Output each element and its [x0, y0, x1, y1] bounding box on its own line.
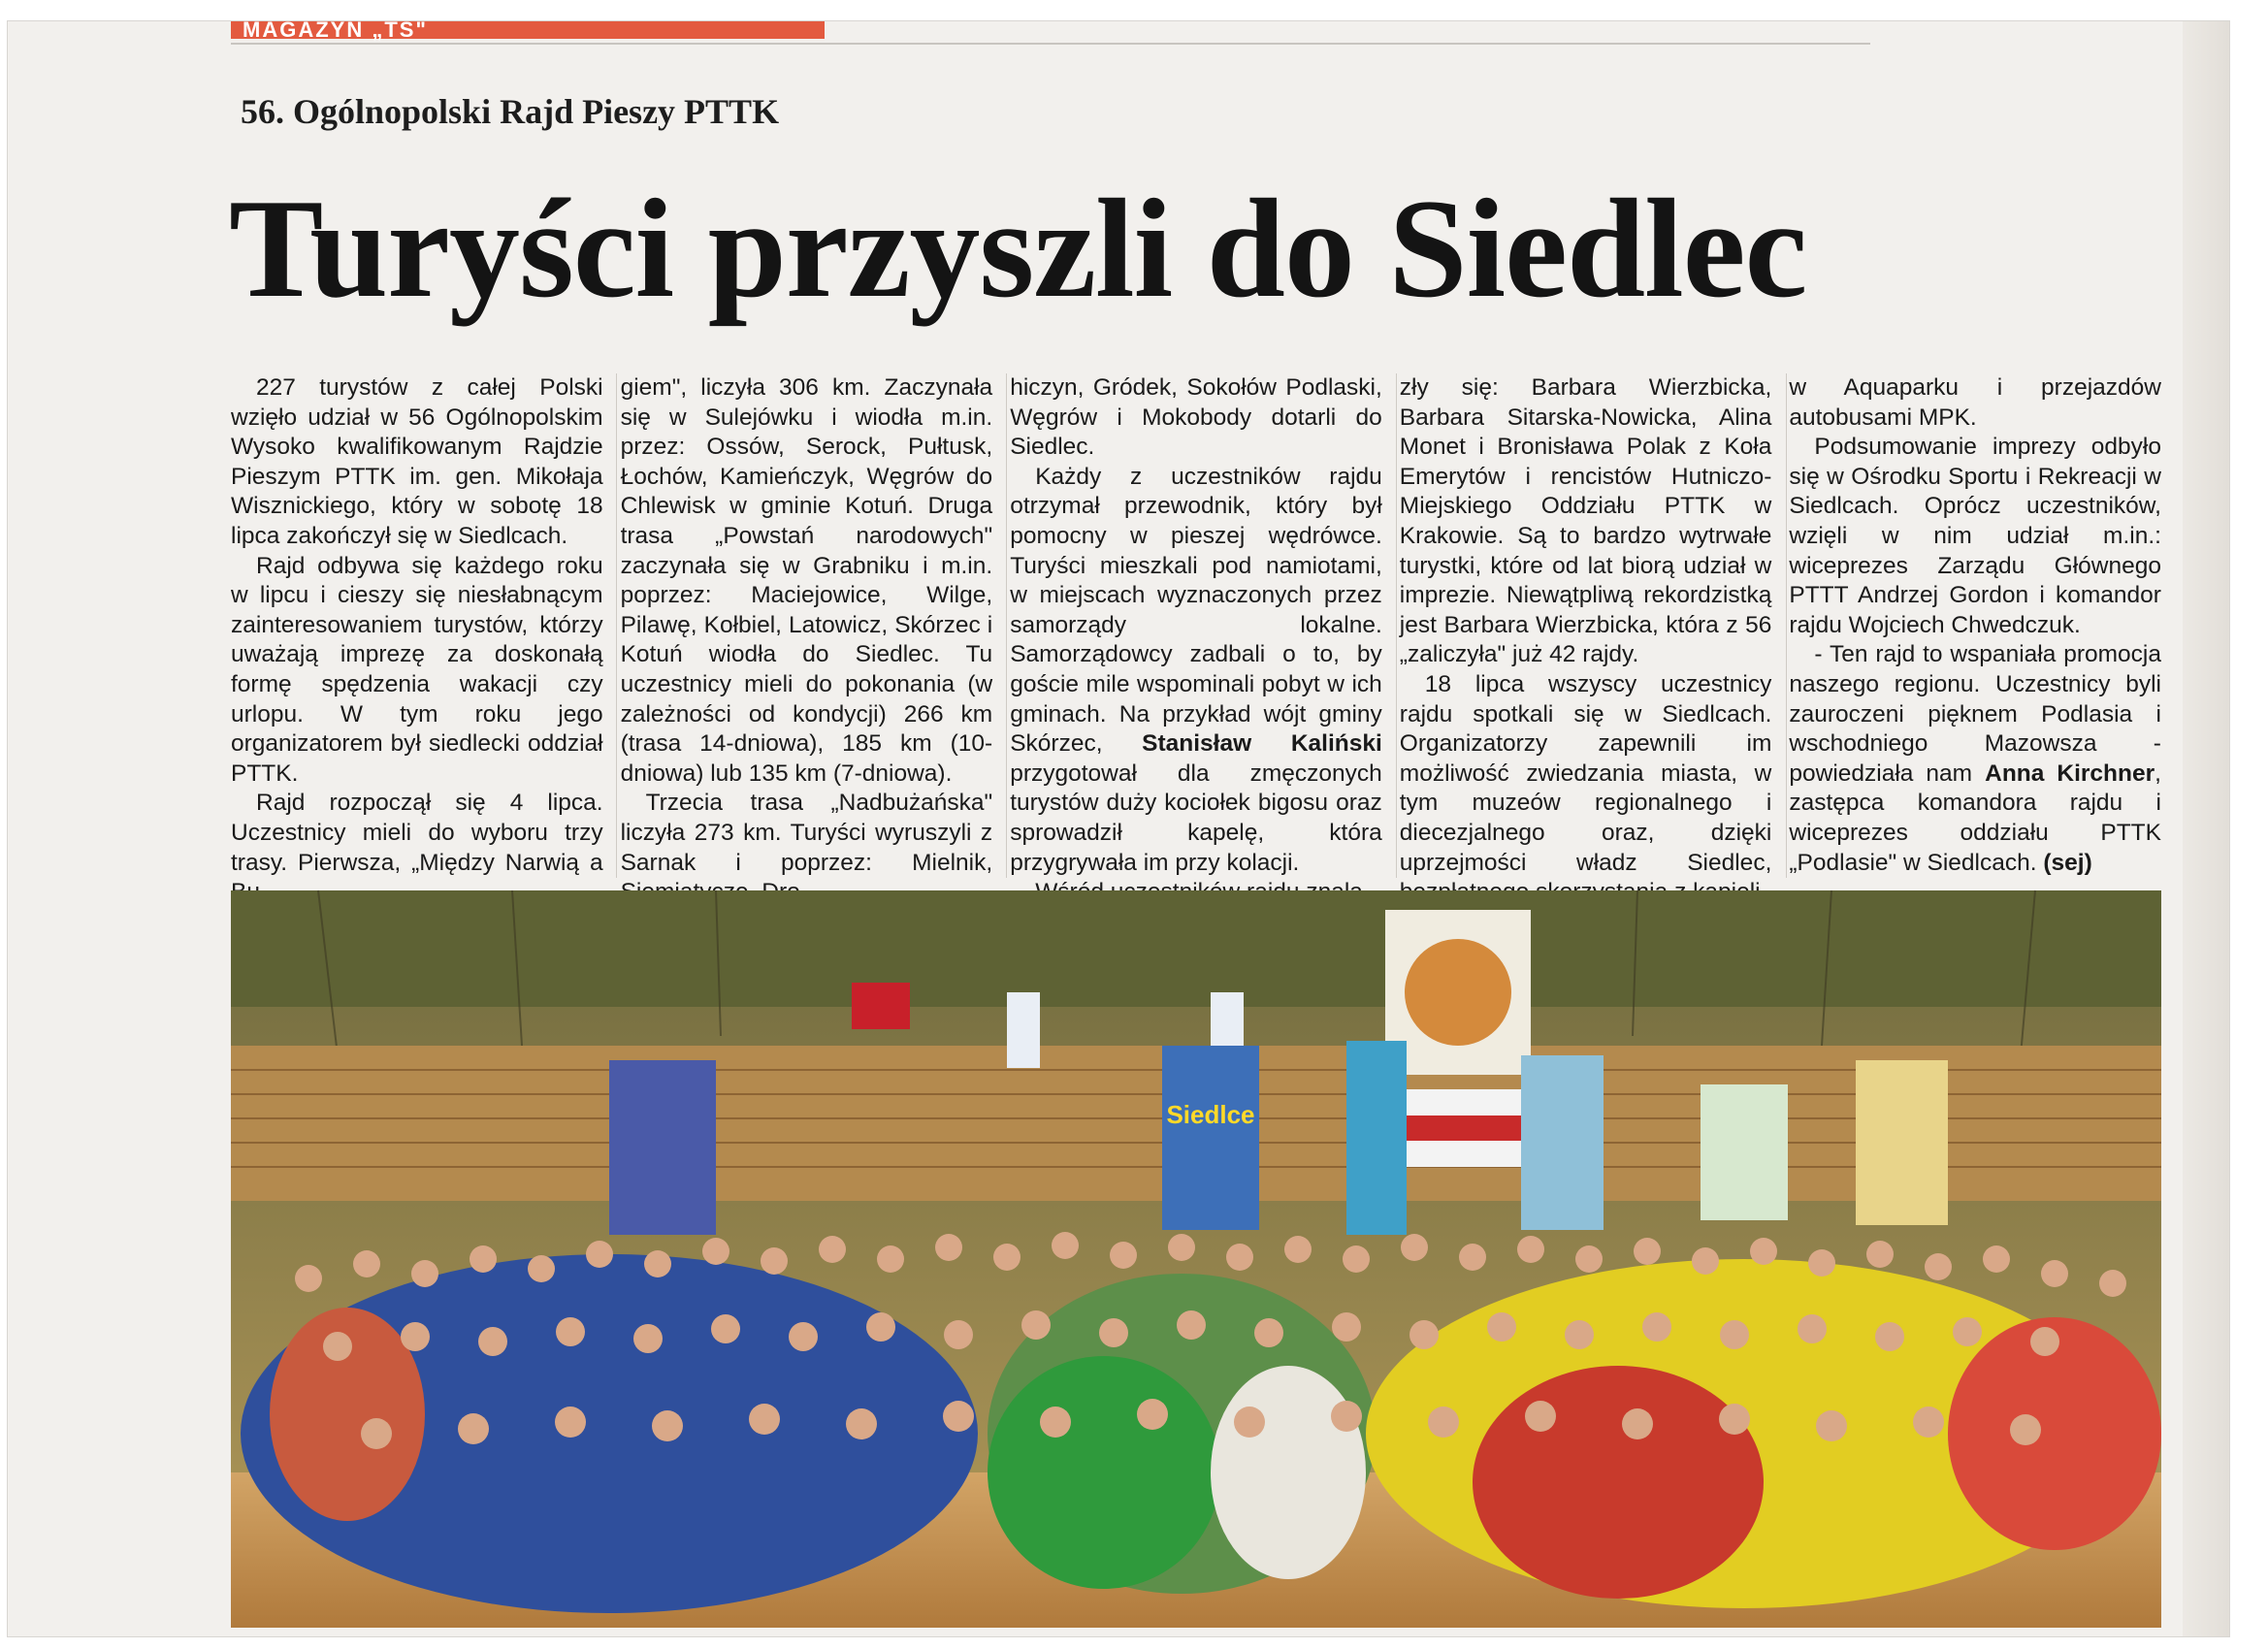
paragraph: giem", liczyła 306 km. Zaczynała się w Sulejówku i wiodła m.in. przez: Ossów, Serock, Pułtusk, Łochów, Kamieńczyk, Węgrów do Chlewisk w gminie Kotuń. Druga trasa „Powstań narodowych" zaczynała się w Grabniku i m.in. poprzez: Maciejowice, Wilge, Pilawę, Kołbiel, Latowicz, Skórzec i Kotuń wiodła do Siedlec. Tu uczestnicy mieli do pokonania (w zależności od kondycji) 266 km (trasa 14-dniowa), 185 km (10-dniowa) lub 135 km (7-dniowa). — [620, 374, 993, 787]
paragraph: w Aquaparku i przejazdów autobusami MPK. — [1789, 374, 2161, 431]
paragraph-text: , zastępca komandora rajdu i wiceprezes oddziału PTTK „Podlasie" w Siedlcach. — [1789, 760, 2161, 876]
article-kicker: 56. Ogólnopolski Rajd Pieszy PTTK — [241, 92, 780, 131]
paragraph: Podsumowanie imprezy odbyło się w Ośrodku Sportu i Rekreacji w Siedlcach. Oprócz uczestników, wzięli w nim udział m.in.: wiceprezes Zarządu Głównego PTTT Andrzej Gordon i komandor rajdu Wojciech Chwedczuk. — [1789, 434, 2161, 638]
paragraph: zły się: Barbara Wierzbicka, Barbara Sitarska-Nowicka, Alina Monet i Bronisława Polak z Koła Emerytów i rencistów Hutniczo-Miejskiego Oddziału PTTK w Krakowie. Są to bardzo wytrwałe turystki, które od lat biorą udział w imprezie. Niewątpliwą rekordzistką jest Barbara Wierzbicka, która z 56 „zaliczyła" już 42 rajdy. — [1399, 374, 1772, 668]
magazine-band: MAGAZYN „TS" — [231, 21, 825, 39]
text-column-3 — [1010, 373, 1382, 883]
rollup-banner — [609, 1060, 716, 1235]
person-name: Stanisław Kaliński — [1142, 730, 1382, 758]
paragraph — [1010, 463, 1382, 878]
paragraph: 18 lipca wszyscy uczestnicy rajdu spotkali się w Siedlcach. Organizatorzy zapewnili im możliwość zwiedzania miasta, w tym muzeów regionalnego i diecezjalnego oraz, dzięki uprzejmości władz Siedlec, — [1399, 670, 1772, 876]
paragraph: Rajd rozpoczął się 4 lipca. Uczestnicy mieli do wyboru trzy trasy. Pierwsza, „Między Narwią a — [231, 790, 603, 876]
rollup-banner — [1346, 1041, 1407, 1235]
page-right-margin — [2183, 21, 2229, 1636]
paragraph: Trzecia trasa „Nadbużańska" liczyła 273 km. Turyści wyruszyli z Sarnak i poprzez: Mielnik, — [620, 790, 993, 876]
paragraph-text: - Ten rajd to wspaniała promocja naszego regionu. Uczestnicy byli zauroczeni pięknem Podlasia i wschodniego Mazowsza - powiedziała nam — [1789, 641, 2161, 787]
rollup-banner — [1856, 1060, 1948, 1225]
group-of-participants — [241, 1254, 2161, 1613]
text-column-5 — [1789, 373, 2161, 883]
paragraph: hiczyn, Gródek, Sokołów Podlaski, Węgrów i Mokobody dotarli do Siedlec. — [1010, 374, 1382, 461]
blue-white-flag — [1007, 992, 1040, 1068]
article-body — [231, 373, 2161, 883]
author-signature: (sej) — [2043, 849, 2092, 876]
article-headline: Turyści przyszli do Siedlec — [229, 170, 1807, 327]
group-photo-illustration — [231, 890, 2161, 1628]
paragraph-text: Każdy z uczestników rajdu otrzymał przewodnik, który był pomocny w pieszej wędrówce. Turyści mieszkali pod namiotami, w miejscach wyznaczonych przez samorządy lokalne. Samorządowcy zadbali o to, by goście mile wspominali pobyt w ich gminach. Na przykład wójt gminy Skórzec, — [1010, 463, 1382, 758]
paragraph: 227 turystów z całej Polski wzięło udział w 56 Ogólnopolskim Wysoko kwalifikowanym Rajdzie Pieszym PTTK im. gen. Mikołaja Wisznickiego, który w sobotę 18 lipca zakończył się w Siedlcach. — [231, 374, 603, 549]
red-flag — [852, 983, 910, 1029]
hall-upper-wall — [231, 890, 2161, 1007]
text-column-1 — [231, 373, 603, 883]
person-name: Anna Kirchner — [1985, 760, 2155, 787]
paragraph: Rajd odbywa się każdego roku w lipcu i cieszy się niesłabnącym zainteresowaniem turystów, którzy uważają imprezę za doskonałą formę spędzenia wakacji czy urlopu. W tym roku jego organizatorem był siedlecki oddział PTTK. — [231, 552, 603, 787]
banner-siedlce: Siedlce — [1166, 1100, 1255, 1129]
group-photo — [231, 890, 2161, 1628]
event-emblem — [1405, 939, 1511, 1046]
text-column-4 — [1400, 373, 1772, 883]
top-rule — [231, 43, 1870, 45]
paragraph-text: przygotował dla zmęczonych turystów duży kociołek bigosu oraz sprowadził kapelę, która przygrywała im przy kolacji. — [1010, 760, 1382, 876]
text-column-2 — [621, 373, 993, 883]
rollup-banner — [1521, 1055, 1604, 1230]
rollup-banner — [1701, 1084, 1788, 1220]
flag-stripe — [1395, 1116, 1521, 1141]
paragraph — [1789, 640, 2161, 878]
rollup-banner — [1162, 1046, 1259, 1230]
